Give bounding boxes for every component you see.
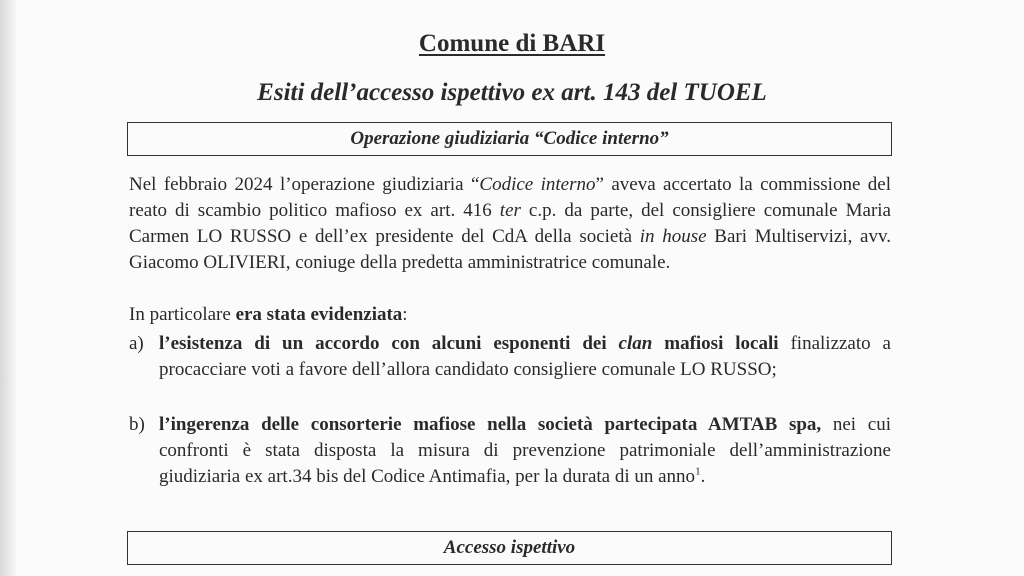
footnote-marker[interactable]: 1: [695, 465, 701, 478]
list-item-b: [129, 412, 891, 490]
intro-emphasis-2: ter: [499, 200, 521, 221]
list-b-end: .: [700, 466, 706, 487]
lead-bold: era stata evidenziata: [235, 304, 403, 325]
list-content-a: [159, 331, 891, 383]
list-content-b: [159, 412, 891, 490]
intro-emphasis-1: Codice interno: [479, 174, 596, 195]
list-item-a: [129, 331, 891, 383]
list-a-bold-emphasis: clan: [618, 333, 653, 354]
intro-emphasis-3: in house: [639, 226, 707, 247]
lead-paragraph: [129, 302, 891, 328]
list-a-bold-1: l’esistenza di un accordo con alcuni esponenti dei: [159, 333, 619, 354]
section-heading-operation: Operazione giudiziaria “Codice interno”: [127, 122, 892, 156]
document-subtitle: Esiti dell’accesso ispettivo ex art. 143 del TUOEL: [257, 79, 767, 106]
intro-text-3: c.p. da parte, del consigliere comunale Maria Carmen LO RUSSO e dell’ex presidente del CdA della società: [129, 200, 891, 247]
lead-text-1: In particolare: [129, 304, 236, 325]
document-title: [0, 30, 1024, 58]
list-b-bold: l’ingerenza delle consorterie mafiose nella società partecipata AMTAB spa,: [159, 414, 822, 435]
intro-paragraph: [129, 172, 891, 276]
intro-text-4: Bari Multiservizi, avv. Giacomo OLIVIERI, coniuge della predetta amministratrice comunale.: [129, 226, 891, 273]
document-title-text: Comune di BARI: [418, 30, 606, 57]
intro-text-2: ” aveva accertato la commissione del reato di scambio politico mafioso ex art. 416: [129, 174, 892, 221]
list-b-text: nei cui confronti è stata disposta la misura di prevenzione patrimoniale dell’amministrazione giudiziaria ex art.34 bis del Codice Antimafia, per la durata di un anno: [159, 414, 891, 487]
section-heading-access: Accesso ispettivo: [127, 531, 892, 565]
lead-text-2: :: [402, 304, 408, 325]
list-a-text: finalizzato a procacciare voti a favore dell’allora candidato consigliere comunale LO RUSSO;: [159, 333, 891, 380]
list-marker-b: b): [129, 414, 145, 435]
intro-text-1: Nel febbraio 2024 l’operazione giudiziaria “: [129, 174, 480, 195]
list-marker-a: a): [129, 333, 144, 354]
list-a-bold-2: mafiosi locali: [652, 333, 779, 354]
